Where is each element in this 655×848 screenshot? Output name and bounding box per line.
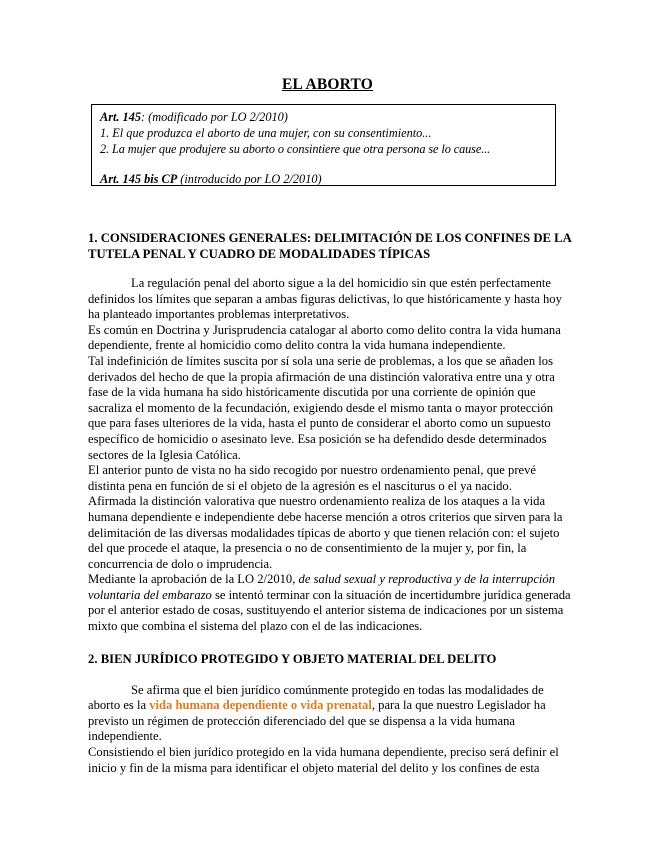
s2p1-text-a: Se afirma que el bien jurídico comúnmente protegido en todas las modalidades de aborto es la xyxy=(88,682,544,713)
law-title-italic: de salud sexual y reproductiva y de la interrupción voluntaria del embarazo xyxy=(88,572,556,602)
section1-paragraph-1: La regulación penal del aborto sigue a la del homicidio sin que estén perfectamente definidos los límites que separan a ambas figuras delictivas, lo que históricamente y hasta hoy ha planteado importantes problemas interpretativos. xyxy=(88,276,562,322)
section2-paragraph-1 xyxy=(88,683,572,745)
section1-paragraph-6 xyxy=(88,572,572,634)
art145-point1: 1. El que produzca el aborto de una mujer, con su consentimiento... xyxy=(100,126,432,140)
section2-heading: 2. BIEN JURÍDICO PROTEGIDO Y OBJETO MATERIAL DEL DELITO xyxy=(88,651,497,666)
p6-text-a: Mediante la aprobación de la LO 2/2010, xyxy=(88,572,299,587)
art145-label: Art. 145 xyxy=(100,110,141,124)
art145bis-label: Art. 145 bis CP xyxy=(100,172,178,186)
art145-point2: 2. La mujer que produjere su aborto o consintiere que otra persona se lo cause... xyxy=(100,142,491,156)
p6-text-c: se intentó terminar con la situación de incertidumbre jurídica generada por el anterior estado de cosas, sustituyendo el anterior sistema de indicaciones por un sistema mixto que combina el sistema del plazo con el de las indicaciones. xyxy=(88,587,571,634)
art145bis-note: (introducido por LO 2/2010) xyxy=(177,172,322,186)
section1-paragraph-3: Tal indefinición de límites suscita por sí sola una serie de problemas, a los que se añaden los derivados del hecho de que la propia afirmación de una distinción valorativa entre una y otra fase de la vida humana ha sido históricamente discutida por una corriente de opinión que sacraliza el momento de la fecundación, exigiendo desde el mismo tanta o mayor protección que para fases ulteriores de la vida, hasta el punto de considerar el aborto como un supuesto específico de homicidio o asesinato leve. Esa posición se ha defendido desde determinados sectores de la Iglesia Católica. xyxy=(88,353,555,462)
section1-heading: 1. CONSIDERACIONES GENERALES: DELIMITACIÓN DE LOS CONFINES DE LA TUTELA PENAL Y CUADRO DE MODALIDADES TÍPICAS xyxy=(88,231,572,261)
document-body xyxy=(88,230,572,776)
legal-articles-box xyxy=(91,104,556,186)
art145bis-line xyxy=(100,171,547,187)
section1-paragraph-5: Afirmada la distinción valorativa que nuestro ordenamiento realiza de los ataques a la vida humana dependiente e independiente debe hacerse mención a otros criterios que sirven para la delimitación de las diversas modalidades típicas de aborto y que tienen relación con: el sujeto del que procede el ataque, la presencia o no de consentimiento de la mujer y, por fin, la concurrencia de dolo o imprudencia. xyxy=(88,494,563,571)
highlighted-term: vida humana dependiente o vida prenatal xyxy=(149,698,372,713)
art145-note: : (modificado por LO 2/2010) xyxy=(141,110,288,124)
s2p1-text-b: , para la que nuestro Legislador ha previsto un régimen de protección diferenciado del que se dispensa a la vida humana independiente. xyxy=(88,698,546,744)
section2-paragraph-2: Consistiendo el bien jurídico protegido en la vida humana dependiente, preciso será definir el inicio y fin de la misma para identificar el objeto material del delito y los confines de esta xyxy=(88,745,559,775)
section1-paragraph-2: Es común en Doctrina y Jurisprudencia catalogar al aborto como delito contra la vida humana dependiente, frente al homicidio como delito contra la vida humana independiente. xyxy=(88,322,561,353)
section1-paragraph-4: El anterior punto de vista no ha sido recogido por nuestro ordenamiento penal, que prevé distinta pena en función de si el objeto de la agresión es el nasciturus o el ya nacido. xyxy=(88,463,536,493)
page-title: EL ABORTO xyxy=(282,76,373,93)
art145-line xyxy=(100,109,547,125)
